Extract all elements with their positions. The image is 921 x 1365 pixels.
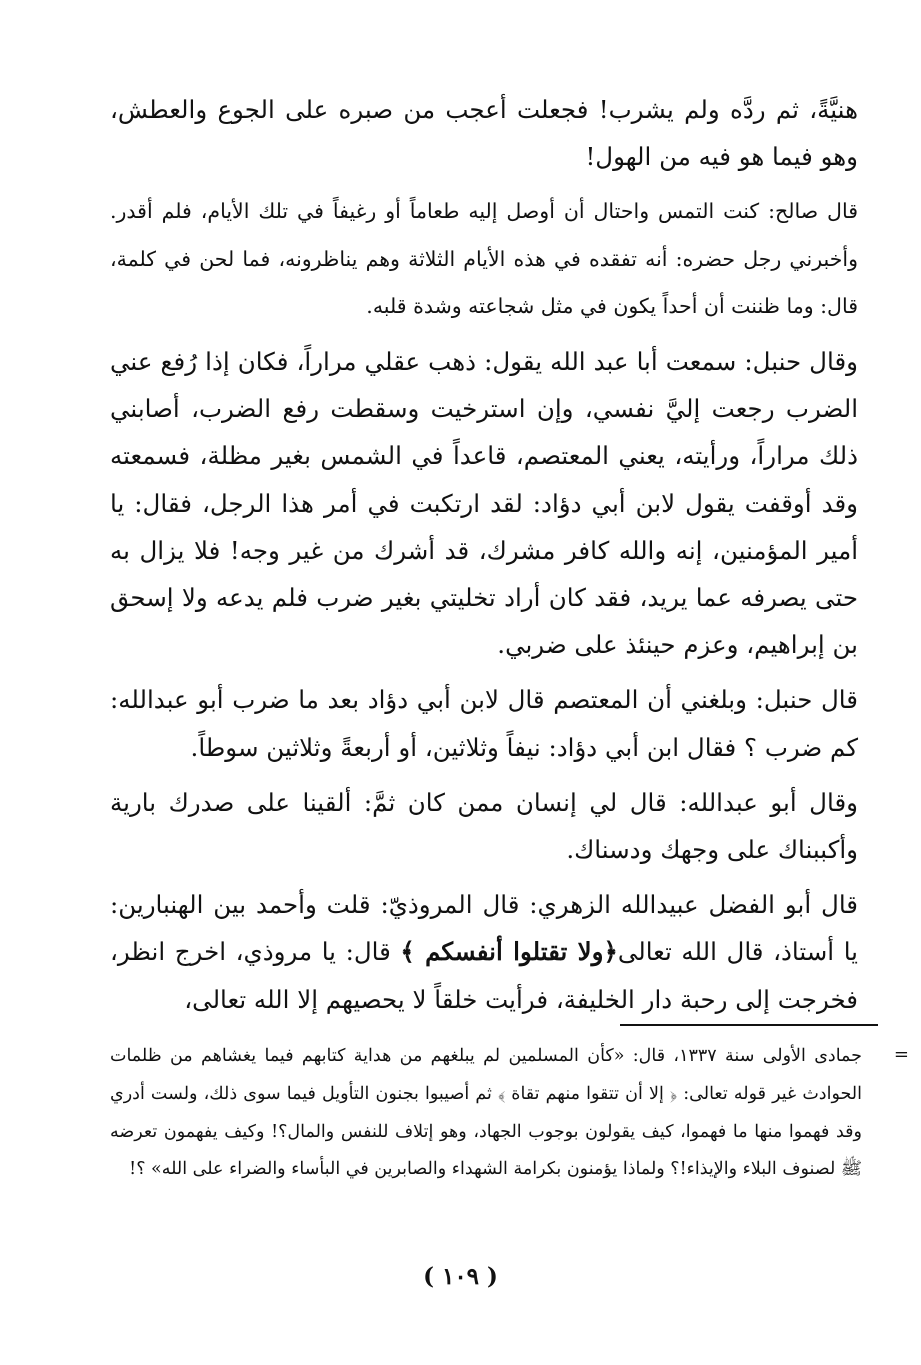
paragraph-1: هنيَّةً، ثم ردَّه ولم يشرب! فجعلت أعجب من صبره على الجوع والعطش، وهو فيما هو فيه من الهول! xyxy=(110,95,858,172)
quran-verse: ﴿ولا تقتلوا أنفسكم ﴾ xyxy=(400,937,618,967)
page-number: ( ١٠٩ ) xyxy=(423,1263,498,1290)
paragraph-3: وقال حنبل: سمعت أبا عبد الله يقول: ذهب عقلي مراراً، فكان إذا رُفع عني الضرب رجعت إليَّ نفسي، وإن استرخيت وسقطت رفع الضرب، أصابني ذلك مراراً، ورأيته، يعني المعتصم، قاعداً في الشمس بغير مظلة، فسمعته وقد أوقفت يقول لابن أبي دؤاد: لقد ارتكبت في أمر هذا الرجل، فقال: يا أمير المؤمنين، إنه والله كافر مشرك، قد أشرك من غير وجه! فلا يزال به حتى يصرفه عما يريد، فقد كان أراد تخليتي بغير ضرب فلم يدعه ولا إسحق بن إبراهيم، وعزم حينئذ على ضربي. xyxy=(110,347,858,660)
paragraph-4: قال حنبل: وبلغني أن المعتصم قال لابن أبي دؤاد بعد ما ضرب أبو عبدالله: كم ضرب ؟ فقال ابن أبي دؤاد: نيفاً وثلاثين، أو أربعةً وثلاثين سوطاً. xyxy=(110,685,858,762)
footnote-continuation-mark: = xyxy=(893,1044,909,1065)
paragraph-2: قال صالح: كنت التمس واحتال أن أوصل إليه طعاماً أو رغيفاً في تلك الأيام، فلم أقدر. وأخبرني رجل حضره: أنه تفقده في هذه الأيام الثلاثة وهم يناظرونه، فما لحن في كلمة، قال: وما ظننت أن أحداً يكون في مثل شجاعته وشدة قلبه. xyxy=(110,199,858,318)
footnote-divider xyxy=(620,1024,878,1026)
paragraph-6-lead: قال أبو الفضل عبيدالله الزهري: قال المروذيّ: قلت وأحمد بين الهنبارين: يا أستاذ، قال الله تعالى xyxy=(110,890,858,967)
main-text xyxy=(110,86,858,1031)
paragraph-6-rest: قال: يا مروذي، اخرج انظر، فخرجت إلى رحبة دار الخليفة، فرأيت خلقاً لا يحصيهم إلا الله تعالى، xyxy=(110,937,858,1014)
paragraph-6 xyxy=(110,881,858,1023)
footnote-text: جمادى الأولى سنة ١٣٣٧، قال: «كأن المسلمين لم يبلغهم من هداية كتابهم فيما يغشاهم من ظلمات الحوادث غير قوله تعالى: ﴿ إلا أن تتقوا منهم تقاة ﴾ ثم أصيبوا بجنون التأويل فيما سوى ذلك، ولست أدري وقد فهموا منها ما فهموا، كيف يقولون بوجوب الجهاد، وهو إتلاف للنفس والمال؟! وكيف يفهمون تعرضه ﷺ لصنوف البلاء والإيذاء!؟ ولماذا يؤمنون بكرامة الشهداء والصابرين في البأساء والضراء على الله» ؟! xyxy=(110,1046,862,1180)
paragraph-5: وقال أبو عبدالله: قال لي إنسان ممن كان ثمَّ: ألقينا على صدرك بارية وأكببناك على وجهك ودسناك. xyxy=(110,787,858,865)
